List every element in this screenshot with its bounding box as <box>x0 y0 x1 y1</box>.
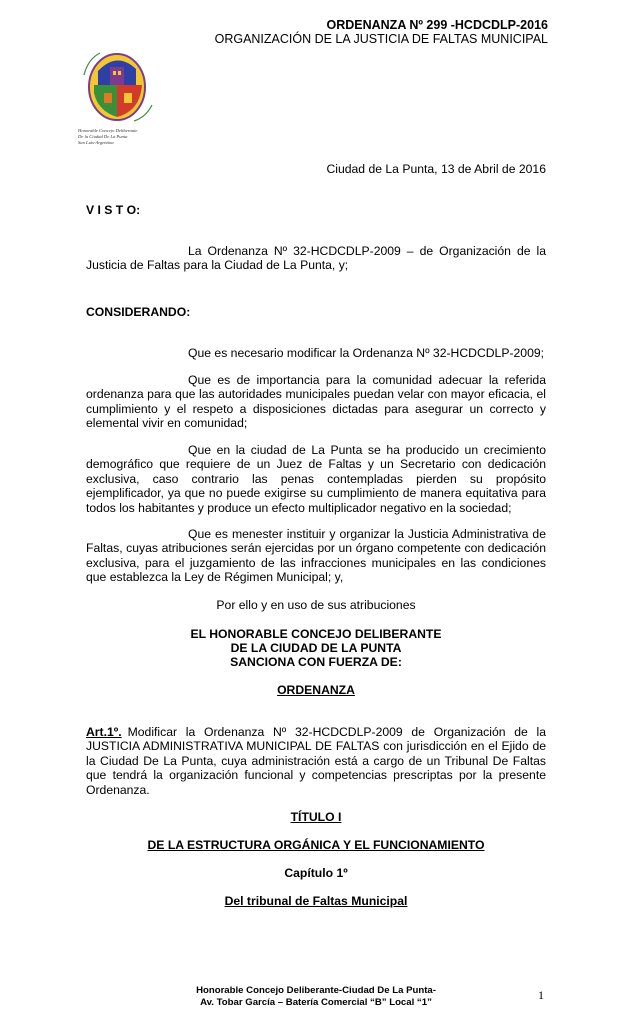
considerando-closing: Por ello y en uso de sus atribuciones <box>216 598 416 612</box>
place-date: Ciudad de La Punta, 13 de Abril de 2016 <box>326 162 546 176</box>
logo-caption-2: De la Ciudad De La Punta <box>78 134 128 139</box>
council-logo <box>80 45 156 127</box>
footer-line-1: Honorable Concejo Deliberante-Ciudad De La Punta- <box>196 985 436 996</box>
article-1 <box>86 725 546 797</box>
article-1-text: Modificar la Ordenanza Nº 32-HCDCDLP-2009 de Organización de la JUSTICIA ADMINISTRATIVA MUNICIPAL DE FALTAS con jurisdicción en el Ejido de la Ciudad De La Punta, cuya administración está a cargo de un Tribunal De Faltas que tendrá la organización funcional y competencias prescriptas por la presente Ordenanza. <box>86 725 546 797</box>
page-number: 1 <box>538 988 544 1002</box>
visto-text: La Ordenanza Nº 32-HCDCDLP-2009 – de Organización de la Justicia de Faltas para la Ciudad de La Punta, y; <box>86 244 546 273</box>
sanction-line-1: EL HONORABLE CONCEJO DELIBERANTE <box>190 627 442 641</box>
logo-caption-1: Honorable Concejo Deliberante <box>78 128 138 133</box>
logo-caption-3: San Luis-Argentina <box>78 140 114 145</box>
considerando-paragraph-4: Que es menester instituir y organizar la Justicia Administrativa de Faltas, cuyas atribuciones serán ejercidas por un órgano competente con dedicación exclusiva, para el juzgamiento de las infracciones municipales en las condiciones que establezca la Ley de Régimen Municipal; y, <box>86 527 546 585</box>
sanction-line-3: SANCIONA CON FUERZA DE: <box>230 655 402 669</box>
ordenanza-title: ORDENANZA <box>277 683 355 697</box>
ordinance-number: ORDENANZA Nº 299 -HCDCDLP-2016 <box>326 18 548 32</box>
titulo-name: DE LA ESTRUCTURA ORGÁNICA Y EL FUNCIONAMIENTO <box>147 838 485 852</box>
considerando-paragraph-1: Que es necesario modificar la Ordenanza Nº 32-HCDCDLP-2009; <box>188 346 545 360</box>
footer-line-2: Av. Tobar García – Batería Comercial “B” Local “1” <box>200 997 432 1008</box>
titulo-label: TÍTULO I <box>290 810 342 824</box>
sanction-line-2: DE LA CIUDAD DE LA PUNTA <box>230 641 402 655</box>
chapter-label: Capítulo 1º <box>284 866 348 880</box>
considerando-heading: CONSIDERANDO: <box>86 305 191 319</box>
ordinance-subject: ORGANIZACIÓN DE LA JUSTICIA DE FALTAS MUNICIPAL <box>214 32 548 46</box>
considerando-paragraph-3: Que en la ciudad de La Punta se ha producido un crecimiento demográfico que requiere de un Juez de Faltas y un Secretario con dedicación exclusiva, caso contrario las penas contempladas pierden su propósito ejemplificador, ya que no puede exigirse su cumplimiento de manera equitativa para todos los habitantes y produce un efecto multiplicador negativo en la sociedad; <box>86 443 546 515</box>
visto-heading: V I S T O: <box>86 203 141 217</box>
article-1-label: Art.1º. <box>86 725 122 739</box>
considerando-paragraph-2: Que es de importancia para la comunidad adecuar la referida ordenanza para que las autoridades municipales puedan velar con mayor eficacia, el cumplimiento y el respeto a disposiciones dictadas para asegurar un correcto y elemental vivir en comunidad; <box>86 373 546 431</box>
chapter-name: Del tribunal de Faltas Municipal <box>224 894 408 908</box>
